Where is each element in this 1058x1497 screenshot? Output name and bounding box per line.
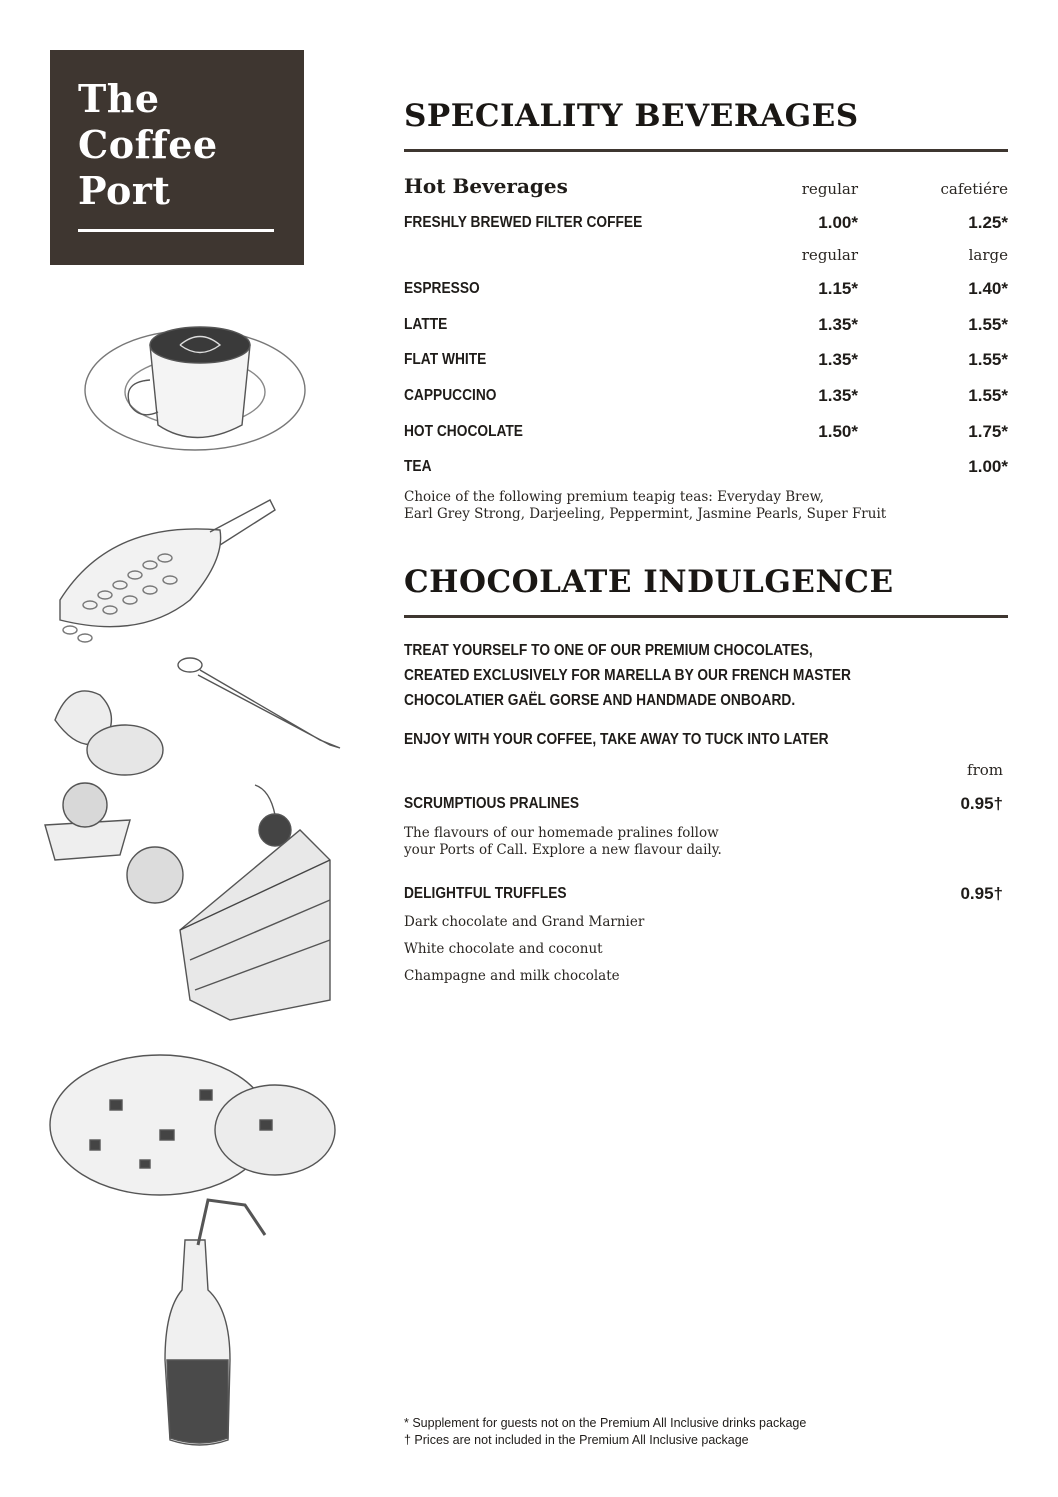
- price-flat-white-large: 1.55*: [968, 350, 1008, 369]
- price-hot-chocolate-large: 1.75*: [968, 422, 1008, 441]
- footnote-supplement: * Supplement for guests not on the Premium All Inclusive drinks package: [404, 1416, 807, 1430]
- brand-line-2: Coffee: [78, 122, 218, 167]
- price-filter-cafetiere: 1.25*: [968, 213, 1008, 232]
- chocolate-intro-line-4: ENJOY WITH YOUR COFFEE, TAKE AWAY TO TUCK INTO LATER: [404, 731, 829, 748]
- chocolate-intro-line-1: TREAT YOURSELF TO ONE OF OUR PREMIUM CHOCOLATES,: [404, 642, 813, 659]
- speciality-title: SPECIALITY BEVERAGES: [404, 98, 859, 134]
- chocolate-icon: [45, 691, 183, 903]
- chocolate-rule: [404, 615, 1008, 618]
- col-header-from: from: [967, 761, 1003, 779]
- chocolate-intro-line-3: CHOCOLATIER GAËL GORSE AND HANDMADE ONBOARD.: [404, 692, 796, 709]
- price-latte-regular: 1.35*: [818, 315, 858, 334]
- item-filter-coffee: FRESHLY BREWED FILTER COFFEE: [404, 214, 643, 231]
- item-tea: TEA: [404, 458, 432, 475]
- item-truffles: DELIGHTFUL TRUFFLES: [404, 885, 567, 902]
- brand-line-3: Port: [78, 168, 171, 213]
- price-hot-chocolate-regular: 1.50*: [818, 422, 858, 441]
- coffee-scoop-icon: [60, 500, 275, 642]
- truffle-flavour: Dark chocolate and Grand Marnier: [404, 914, 645, 930]
- price-tea: 1.00*: [968, 457, 1008, 476]
- brand-line-1: The: [78, 76, 160, 121]
- cookie-icon: [50, 1055, 335, 1195]
- footnote-prices: † Prices are not included in the Premium All Inclusive package: [404, 1433, 749, 1447]
- item-flat-white: FLAT WHITE: [404, 351, 487, 368]
- price-cappuccino-large: 1.55*: [968, 386, 1008, 405]
- price-cappuccino-regular: 1.35*: [818, 386, 858, 405]
- price-espresso-regular: 1.15*: [818, 279, 858, 298]
- col-header-cafetiere: cafetiére: [940, 180, 1008, 198]
- item-pralines: SCRUMPTIOUS PRALINES: [404, 795, 580, 812]
- item-cappuccino: CAPPUCCINO: [404, 387, 497, 404]
- tea-note-line-2: Earl Grey Strong, Darjeeling, Peppermint, Jasmine Pearls, Super Fruit: [404, 506, 887, 522]
- cake-slice-icon: [180, 785, 330, 1020]
- price-latte-large: 1.55*: [968, 315, 1008, 334]
- col-header-regular: regular: [801, 180, 858, 198]
- bottle-icon: [165, 1200, 265, 1445]
- food-illustrations: [30, 300, 350, 1460]
- price-pralines: 0.95†: [960, 794, 1003, 813]
- spoon-icon: [178, 658, 340, 748]
- coffee-cup-icon: [85, 327, 305, 450]
- chocolate-title: CHOCOLATE INDULGENCE: [404, 564, 894, 600]
- item-espresso: ESPRESSO: [404, 280, 480, 297]
- pralines-desc-line-1: The flavours of our homemade pralines follow: [404, 825, 719, 841]
- truffle-flavour: Champagne and milk chocolate: [404, 968, 620, 984]
- chocolate-intro-line-2: CREATED EXCLUSIVELY FOR MARELLA BY OUR FRENCH MASTER: [404, 667, 851, 684]
- price-truffles: 0.95†: [960, 884, 1003, 903]
- item-latte: LATTE: [404, 316, 448, 333]
- price-filter-regular: 1.00*: [818, 213, 858, 232]
- item-hot-chocolate: HOT CHOCOLATE: [404, 423, 523, 440]
- brand-underline: [78, 229, 274, 232]
- speciality-rule: [404, 149, 1008, 152]
- price-flat-white-regular: 1.35*: [818, 350, 858, 369]
- brand-logo: [50, 50, 304, 265]
- tea-note-line-1: Choice of the following premium teapig teas: Everyday Brew,: [404, 489, 824, 505]
- col-header-regular-2: regular: [801, 246, 858, 264]
- price-espresso-large: 1.40*: [968, 279, 1008, 298]
- col-header-large: large: [968, 246, 1008, 264]
- pralines-desc-line-2: your Ports of Call. Explore a new flavour daily.: [404, 842, 722, 858]
- hot-beverages-subtitle: Hot Beverages: [404, 174, 568, 198]
- truffle-flavour: White chocolate and coconut: [404, 941, 603, 957]
